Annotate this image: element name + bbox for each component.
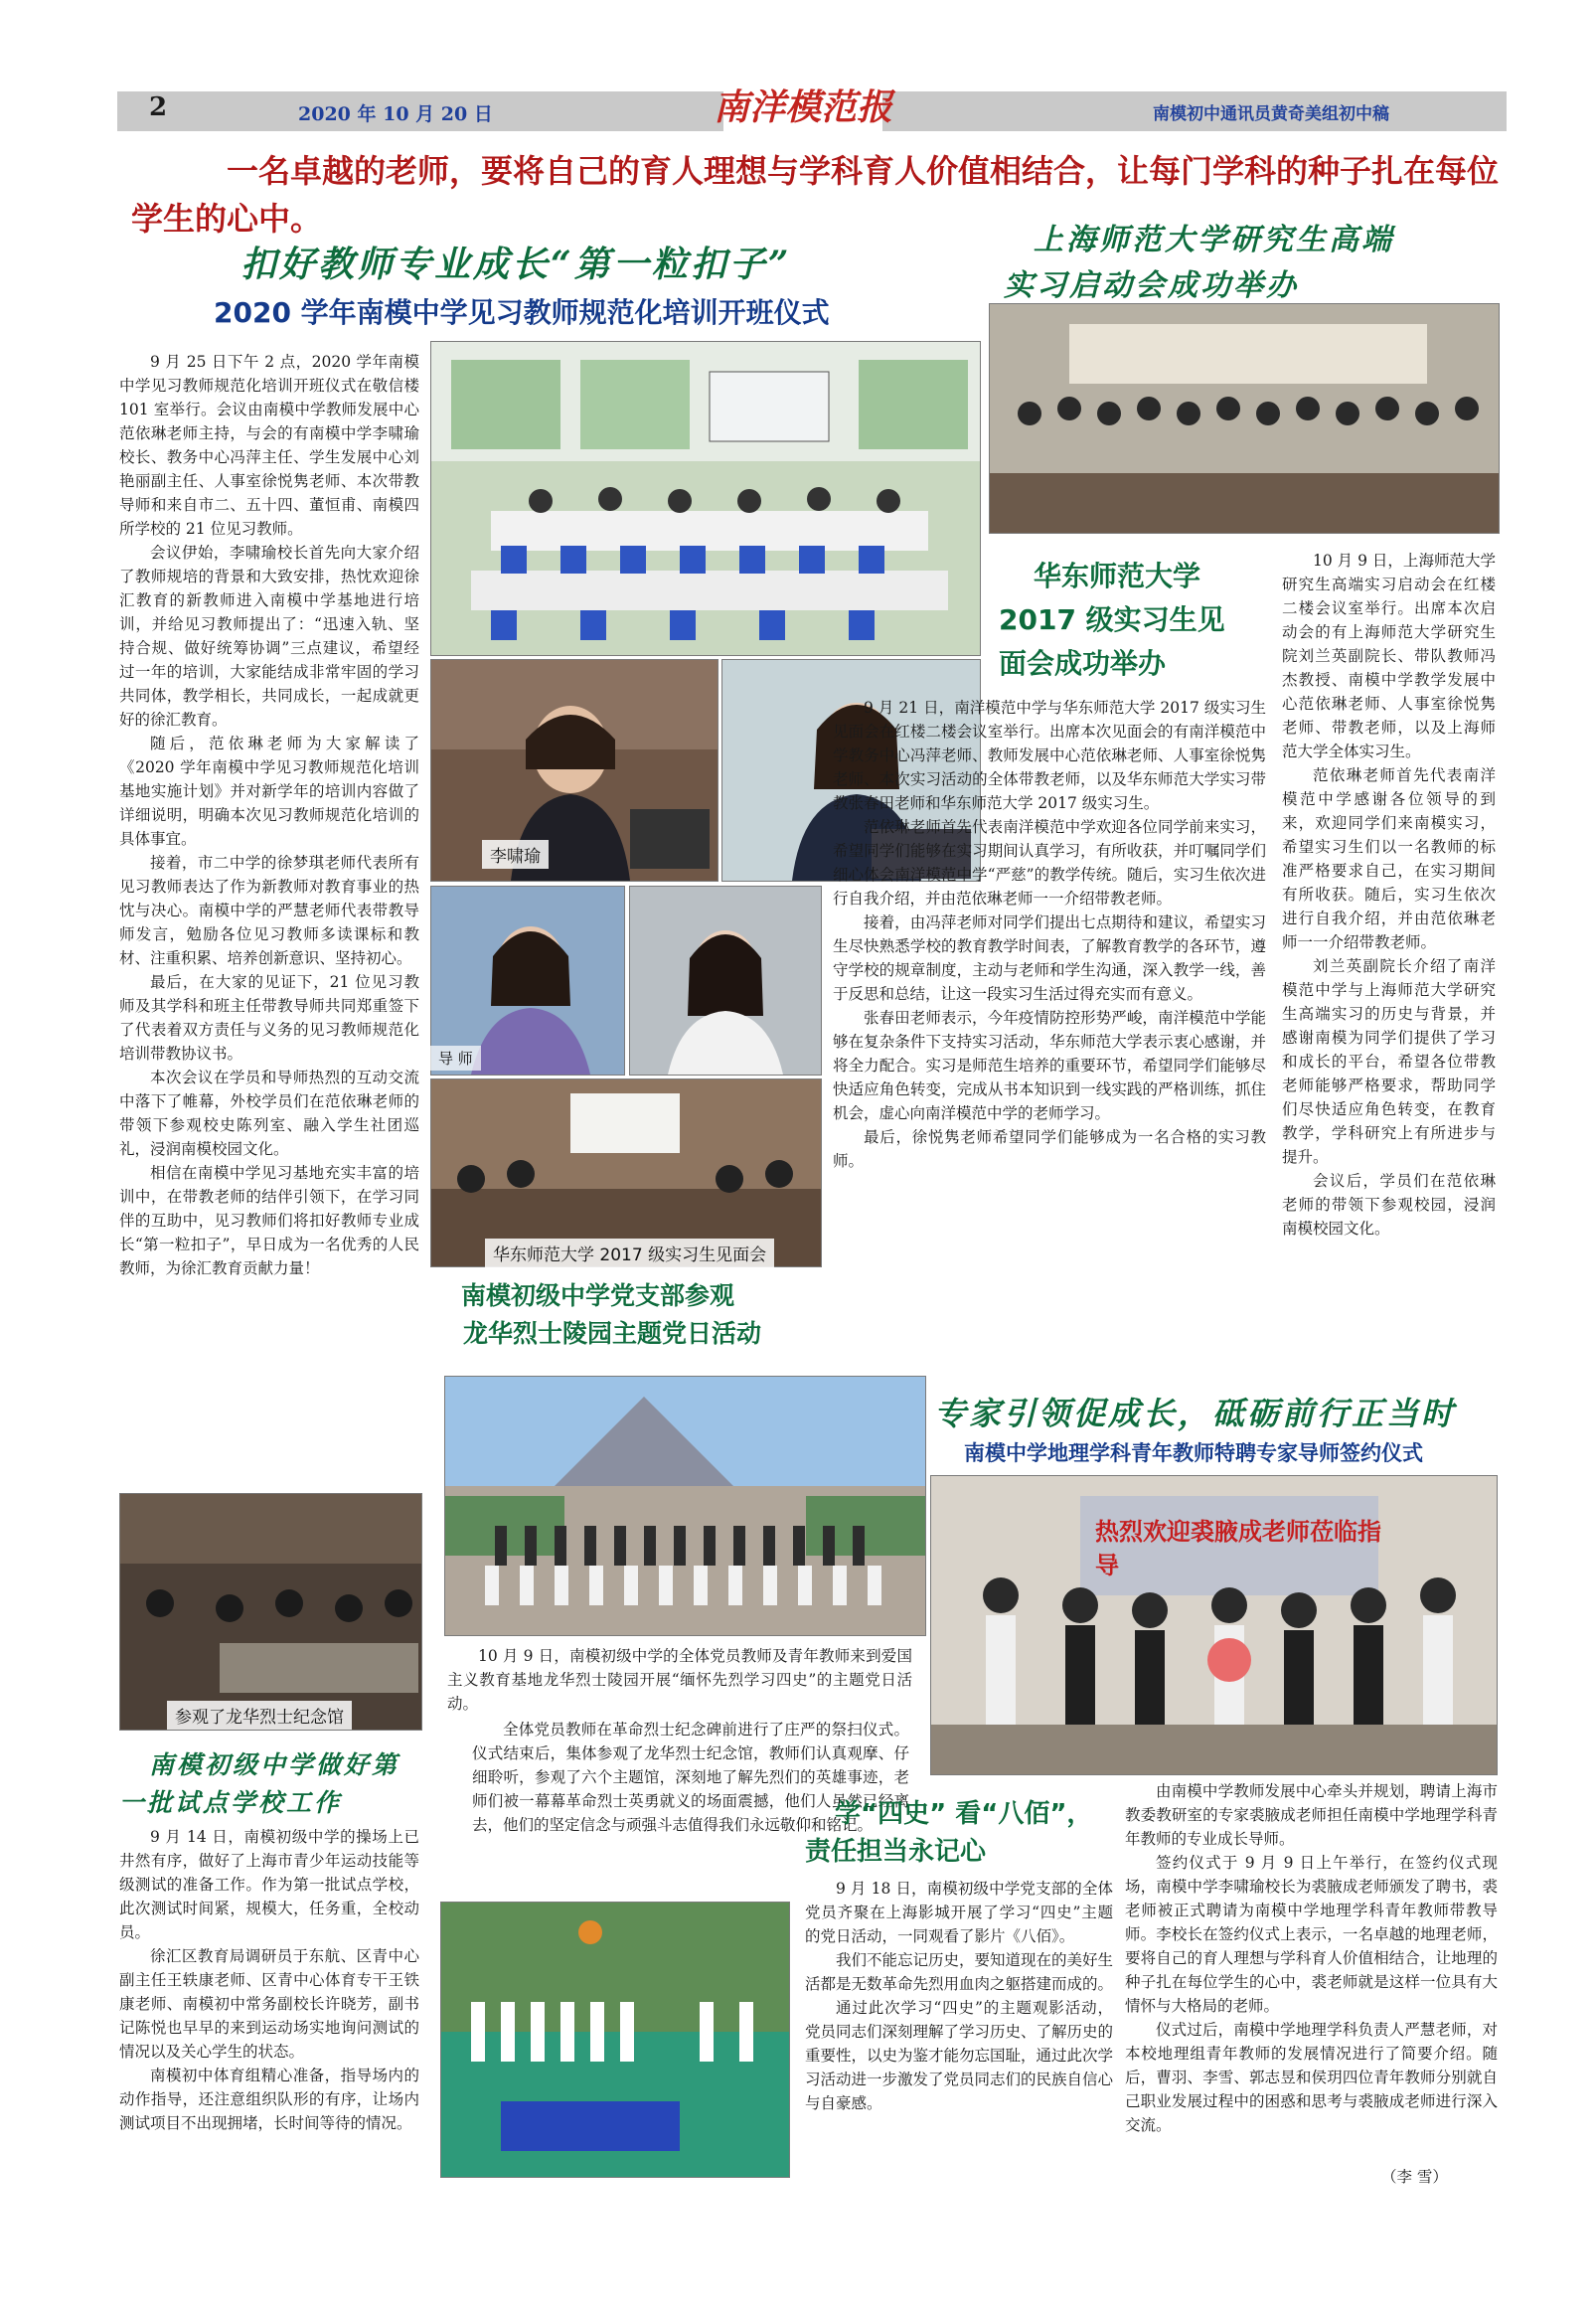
- sports-title-line2: 一批试点学校工作: [119, 1788, 343, 1817]
- longhua-paragraph: 全体党员教师在革命烈士纪念碑前进行了庄严的祭扫仪式。仪式结束后，集体参观了龙华烈士纪念馆，教师们认真观摩、仔细聆听，参观了六个主题馆，深刻地了解先烈们的英雄事迹，老师们被一幕幕革命烈士英勇就义的场面震撼，他们人虽然已经离去，他们的坚定信念与顽强斗志值得我们永远敬仰和铭记。: [472, 1721, 909, 1834]
- sports-body: [119, 1825, 419, 2135]
- history-paragraph: 9 月 18 日，南模初级中学党支部的全体党员齐聚在上海影城开展了学习“四史”主题的党日活动，一同观看了影片《八佰》。: [805, 1880, 1113, 1945]
- shnu-paragraph: 10 月 9 日，上海师范大学研究生高端实习启动会在红楼二楼会议室举行。出席本次启动会的有上海师范大学研究生院刘兰英副院长、带队教师冯杰教授、南模中学教学发展中心范依琳老师、人事室徐悦隽老师、带教老师，以及上海师范大学全体实习生。: [1282, 552, 1496, 760]
- history-body: [805, 1877, 1113, 2115]
- longhua-group-photo: [444, 1376, 926, 1636]
- ecnu-paragraph: 接着，由冯萍老师对同学们提出七点期待和建议，希望实习生尽快熟悉学校的教育教学时间表，了解教育教学的各环节，遵守学校的规章制度，主动与老师和学生沟通，深入教学一线，善于反思和总结，让这一段实习生活过得充实而有意义。: [833, 913, 1266, 1003]
- lead-headline: 一名卓越的老师，要将自己的育人理想与学科育人价值相结合，让每门学科的种子扎在每位学生的心中。: [131, 152, 1500, 238]
- longhua-title-line1: 南模初级中学党支部参观: [461, 1281, 735, 1310]
- shnu-title-line2: 实习启动会成功举办: [1004, 268, 1299, 303]
- shnu-paragraph: 刘兰英副院长介绍了南洋模范中学与上海师范大学研究生高端实习的历史与背景，并感谢南模为同学们提供了学习和成长的平台，希望各位带教老师能够严格要求，帮助同学们尽快适应角色转变，在教育教学，学科研究上有所进步与提升。: [1282, 957, 1496, 1166]
- principal-caption: 李啸瑜: [482, 840, 549, 869]
- ecnu-paragraph: 最后，徐悦隽老师希望同学们能够成为一名合格的实习教师。: [833, 1128, 1266, 1170]
- expert-body: [1125, 1779, 1498, 2137]
- mentor-caption: 导 师: [430, 1046, 481, 1071]
- memorial-caption: 参观了龙华烈士纪念馆: [167, 1701, 352, 1730]
- expert-banner-text: 热烈欢迎裘腋成老师莅临指导: [1095, 1518, 1381, 1579]
- history-paragraph: 通过此次学习“四史”的主题观影活动，党员同志们深刻理解了学习历史、了解历史的重要性，以史为鉴才能勿忘国耻，通过此次学习活动进一步激发了党员同志们的民族自信心与自豪感。: [805, 1999, 1114, 2112]
- training-title: 扣好教师专业成长“第一粒扣子”: [240, 244, 792, 285]
- training-paragraph: 接着，市二中学的徐梦琪老师代表所有见习教师表达了作为新教师对教育事业的热忱与决心。南模中学的严慧老师代表带教导师发言，勉励各位见习教师多读课标和教材、注重积累、培养创新意识、坚持初心。: [119, 854, 419, 967]
- sports-paragraph: 徐汇区教育局调研员于东航、区青中心副主任王轶康老师、区青中心体育专干王铁康老师、南模初中常务副校长许晓芳，副书记陈悦也早早的来到运动场实地询问测试的情况以及关心学生的状态。: [119, 1947, 419, 2061]
- training-paragraph: 9 月 25 日下午 2 点，2020 学年南模中学见习教师规范化培训开班仪式在敬信楼 101 室举行。会议由南模中学教师发展中心范依琳老师主持，与会的有南模中学李啸瑜校长、教务中心冯萍主任、学生发展中心刘艳丽副主任、人事室徐悦隽老师、本次带教导师和来自市二、五十四、董恒甫、南模四所学校的 21 位见习教师。: [119, 353, 419, 538]
- training-body: [119, 350, 419, 1280]
- history-title-line1: 学“四史” 看“八佰”，: [835, 1799, 1093, 1829]
- mentor-photo-2: [629, 886, 822, 1076]
- ecnu-body: [833, 696, 1266, 1173]
- expert-paragraph: 仪式过后，南模中学地理学科负责人严慧老师，对本校地理组青年教师的发展情况进行了简要介绍。随后，曹羽、李雪、郭志昱和侯玥四位青年教师分别就自己职业发展过程中的困惑和思考与裘腋成老师进行深入交流。: [1125, 2021, 1498, 2134]
- memorial-photo: [119, 1493, 422, 1731]
- training-paragraph: 最后，在大家的见证下，21 位见习教师及其学科和班主任带教导师共同郑重签下了代表着双方责任与义务的见习教师规范化培训带教协议书。: [119, 973, 419, 1063]
- classroom-photo: [430, 341, 981, 656]
- svg-text:南洋模范报: 南洋模范报: [713, 86, 893, 128]
- expert-subtitle: 南模中学地理学科青年教师特聘专家导师签约仪式: [964, 1441, 1423, 1465]
- sports-title-line1: 南模初级中学做好第: [149, 1750, 400, 1779]
- training-paragraph: 相信在南模中学见习基地充实丰富的培训中，在带教老师的结伴引领下，在学习同伴的互助中，见习教师们将扣好教师专业成长“第一粒扣子”，早日成为一名优秀的人民教师，为徐汇教育贡献力量！: [119, 1164, 419, 1277]
- ecnu-paragraph: 张春田老师表示，今年疫情防控形势严峻，南洋模范中学能够在复杂条件下支持实习活动，华东师范大学表示衷心感谢，并将全力配合。实习是师范生培养的重要环节，希望同学们能够尽快适应角色转变，完成从书本知识到一线实践的严格训练，抓住机会，虚心向南洋模范中学的老师学习。: [833, 1009, 1266, 1122]
- editor-credit: 南模初中通讯员黄奇美组初中稿: [1153, 104, 1389, 124]
- expert-author: （李 雪）: [1381, 2168, 1448, 2186]
- shnu-group-photo: [989, 303, 1500, 534]
- longhua-title-line2: 龙华烈士陵园主题党日活动: [463, 1319, 762, 1348]
- sports-paragraph: 9 月 14 日，南模初级中学的操场上已井然有序，做好了上海市青少年运动技能等级测试的准备工作。作为第一批试点学校，此次测试时间紧，规模大，任务重，全校动员。: [119, 1828, 419, 1941]
- page-number: 2: [149, 92, 168, 122]
- training-paragraph: 会议伊始，李啸瑜校长首先向大家介绍了教师规培的背景和大致安排，热忱欢迎徐汇教育的新教师进入南模中学基地进行培训，并给见习教师提出了：“迅速入轨、坚持合规、做好统筹协调”三点建议，希望经过一年的培训，大家能结成非常牢固的学习共同体，教学相长，共同成长，一起成就更好的徐汇教育。: [119, 544, 419, 729]
- training-subtitle: 2020 学年南模中学见习教师规范化培训开班仪式: [214, 296, 830, 329]
- masthead-logo: [713, 78, 893, 133]
- history-paragraph: 我们不能忘记历史，要知道现在的美好生活都是无数革命先烈用血肉之躯搭建而成的。: [805, 1951, 1114, 1993]
- ecnu-title-line1: 华东师范大学: [1034, 560, 1201, 592]
- history-title-line2: 责任担当永记心: [805, 1837, 987, 1867]
- ecnu-paragraph: 范依琳老师首先代表南洋模范中学欢迎各位同学前来实习，希望同学们能够在实习期间认真学习，有所收获，并叮嘱同学们细心体会南洋模范中学“严慈”的教学传统。随后，实习生依次进行自我介绍，并由范依琳老师一一介绍带教老师。: [833, 818, 1266, 908]
- sports-paragraph: 南模初中体育组精心准备，指导场内的动作指导，还注意组织队形的有序，让场内测试项目不出现拥堵，长时间等待的情况。: [119, 2067, 419, 2132]
- expert-paragraph: 签约仪式于 9 月 9 日上午举行，在签约仪式现场，南模中学李啸瑜校长为裘腋成老师颁发了聘书，裘老师被正式聘请为南模中学地理学科青年教师带教导师。李校长在签约仪式上表示，一名卓越的地理老师，要将自己的育人理想与学科育人价值相结合，让地理的种子扎在每位学生的心中，裘老师就是这样一位具有大情怀与大格局的老师。: [1125, 1854, 1498, 2015]
- ecnu-paragraph: 9 月 21 日，南洋模范中学与华东师范大学 2017 级实习生见面会在红楼二楼会议室举行。出席本次见面会的有南洋模范中学教务中心冯萍老师、教师发展中心范依琳老师、人事室徐悦隽老师、本次实习活动的全体带教老师，以及华东师范大学实习带教张春田老师和华东师范大学 2017 级实习生。: [833, 699, 1266, 812]
- ecnu-meeting-caption: 华东师范大学 2017 级实习生见面会: [485, 1239, 774, 1267]
- longhua-paragraph: 10 月 9 日，南模初级中学的全体党员教师及青年教师来到爱国主义教育基地龙华烈士陵园开展“缅怀先烈学习四史”的主题党日活动。: [447, 1647, 912, 1713]
- shnu-body: [1282, 549, 1496, 1241]
- shnu-title-line1: 上海师范大学研究生高端: [1034, 223, 1394, 257]
- longhua-body-1: [447, 1644, 912, 1716]
- ecnu-title-line3: 面会成功举办: [999, 647, 1167, 680]
- principal-photo: [430, 659, 718, 882]
- expert-paragraph: 由南模中学教师发展中心牵头并规划，聘请上海市教委教研室的专家裘腋成老师担任南模中学地理学科青年教师的专业成长导师。: [1125, 1782, 1498, 1848]
- issue-date: 2020 年 10 月 20 日: [298, 103, 493, 125]
- training-paragraph: 随后，范依琳老师为大家解读了《2020 学年南模中学见习教师规范化培训基地实施计划》并对新学年的培训内容做了详细说明，明确本次见习教师规范化培训的具体事宜。: [119, 735, 419, 848]
- expert-title: 专家引领促成长，砥砺前行正当时: [934, 1395, 1457, 1432]
- ecnu-title-line2: 2017 级实习生见: [999, 603, 1225, 636]
- shnu-paragraph: 范依琳老师首先代表南洋模范中学感谢各位领导的到来，欢迎同学们来南模实习，希望实习生们以一名教师的标准严格要求自己，在实习期间有所收获。随后，实习生依次进行自我介绍，并由范依琳老师一一介绍带教老师。: [1282, 766, 1496, 951]
- shnu-paragraph: 会议后，学员们在范依琳老师的带领下参观校园，浸润南模校园文化。: [1282, 1172, 1496, 1238]
- training-paragraph: 本次会议在学员和导师热烈的互动交流中落下了帷幕，外校学员们在范依琳老师的带领下参观校史陈列室、融入学生社团巡礼，浸润南模校园文化。: [119, 1069, 419, 1158]
- sports-test-photo: [440, 1902, 790, 2178]
